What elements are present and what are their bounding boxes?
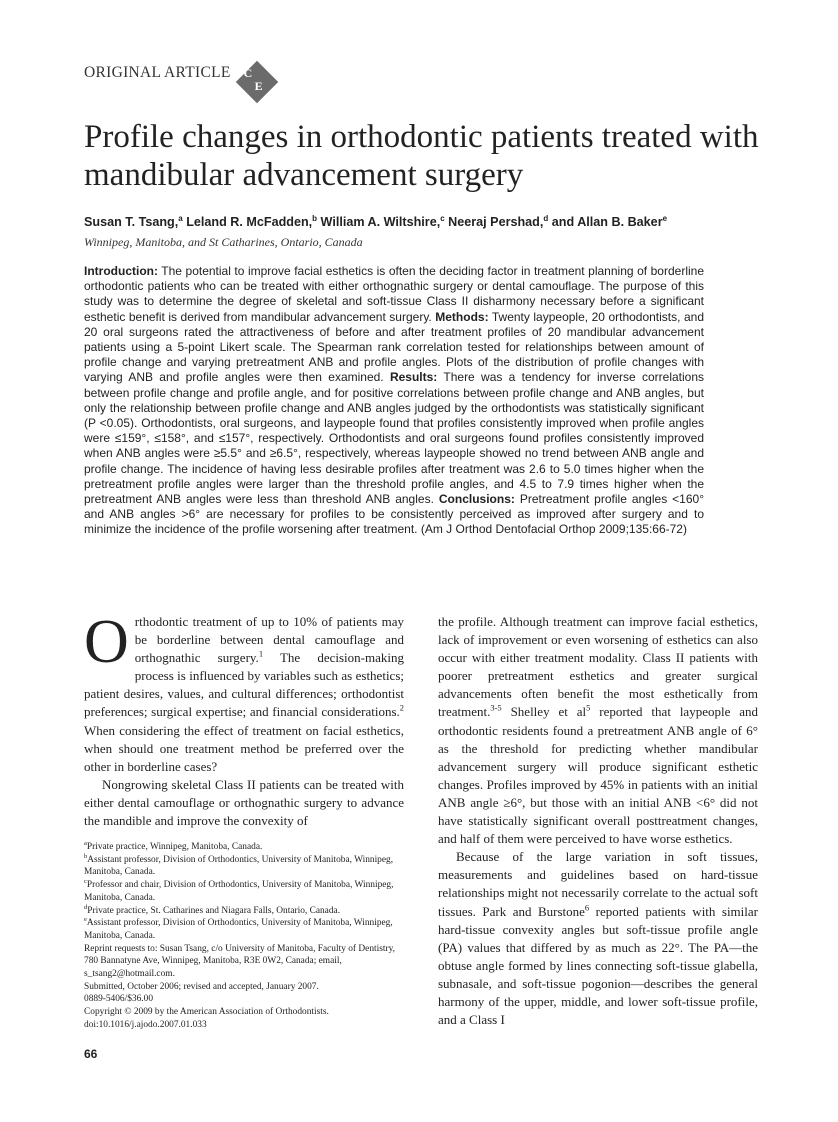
author-name: Susan T. Tsang, (84, 215, 179, 229)
footnote (84, 879, 404, 904)
footnote (84, 905, 404, 918)
footnote-text: Private practice, St. Catharines and Niagara Falls, Ontario, Canada. (87, 905, 341, 916)
abstract-methods: Twenty laypeople, 20 orthodontists, and 20 oral surgeons rated the attractiveness of before and after treatment profiles of 20 mandibular advancement patients using a 5-point Likert scale. The Spearman rank correlation tested for relationships between amount of profile change and varying pretreatment ANB and profile angles. Plots of the distribution of profile changes with varying ANB and profile angles were then examined. (84, 309, 704, 385)
page-number: 66 (84, 1047, 98, 1061)
article-header (84, 60, 279, 104)
body-text: reported that laypeople and orthodontic residents found a pretreatment ANB angle of 6° as the threshold for predicting whether mandibular advancement surgery will produce significant esthetic changes. Profiles improved by 45% in patients with an initial ANB angle ≥6°, but those with an initial ANB <6° did not have statistically significant overall posttreatment changes, and half of them were perceived to have worse esthetics. (438, 704, 759, 847)
abstract-conclusions: Pretreatment profile angles <160° and ANB angles >6° are necessary for profiles to be consistently perceived as improved after surgery and to minimize the incidence of the profile worsening after treatment. (Am J Orthod Dentofacial Orthop 2009;135:66-72) (84, 492, 704, 537)
author-name: William A. Wiltshire, (320, 215, 441, 229)
body-text: The decision-making process is influenced by variables such as esthetics; patient desires, values, and cultural differences; orthodontist preferences; surgical expertise; and financial considerations. (84, 650, 404, 720)
article-title: Profile changes in orthodontic patients treated with mandibular advancement surgery (84, 119, 759, 193)
body-text: Because of the large variation in soft tissues, measurements and guidelines based on hard-tissue relationships might not necessarily correlate to the actual soft tissues. Park and Burstone (438, 849, 758, 919)
abstract-introduction: The potential to improve facial esthetics is often the deciding factor in treatment planning of borderline orthodontic patients who can be treated with either orthognathic surgery or dental camouflage. The purpose of this study was to determine the degree of skeletal and soft-tissue Class II disharmony necessary before a significant esthetic benefit is derived from mandibular advancement surgery. (84, 264, 704, 324)
body-paragraph (84, 608, 404, 776)
doi-link[interactable]: doi:10.1016/j.ajodo.2007.01.033 (84, 1019, 207, 1030)
abstract (84, 264, 704, 538)
abstract-results: There was a tendency for inverse correlations between profile change and profile angle, and for positive correlations between profile change and ANB angles, but only the relationship between profile change and ANB angles judged by the orthodontists was statistically significant (P <0.05). Orthodontists, oral surgeons, and laypeople found that profiles consistently improved when profile angles were ≤159°, ≤158°, and ≤157°, respectively. Orthodontists and oral surgeons found profiles consistently improved when ANB angles were ≥5.5° and ≥6.5°, respectively, whereas laypeople showed no trend between ANB angle and profile change. The incidence of having less desirable profiles after treatment was 2.6 to 5.0 times higher when the pretreatment profile angles were larger than the threshold profile angles, and 4.5 to 7.9 times higher when the pretreatment ANB angles were less than threshold ANB angles. (84, 370, 705, 507)
footnote-mark: c (84, 877, 87, 885)
abstract-introduction-label: Introduction: (84, 264, 158, 278)
footnote-mark: b (84, 852, 88, 860)
body-paragraph: Nongrowing skeletal Class II patients can be treated with either dental camouflage or orthognathic surgery to advance the mandible and improve the convexity of (84, 776, 404, 829)
ce-badge-c: C (243, 66, 253, 80)
section-label: ORIGINAL ARTICLE (84, 64, 231, 81)
footnote (84, 854, 404, 879)
footnote-text: Professor and chair, Division of Orthodontics, University of Manitoba, Winnipeg, Manitoba, Canada. (84, 880, 394, 903)
citation-ref[interactable]: 3-5 (490, 703, 502, 714)
body-column-right (438, 613, 758, 1029)
citation-ref[interactable]: 5 (586, 703, 591, 714)
footnote-mark: d (84, 903, 88, 911)
author-name: Leland R. McFadden, (186, 215, 313, 229)
author-name: and Allan B. Baker (551, 215, 663, 229)
footnote-mark: a (84, 839, 87, 847)
footnote-text: Private practice, Winnipeg, Manitoba, Canada. (86, 842, 263, 852)
author-mark: c (440, 213, 445, 223)
affiliation-location: Winnipeg, Manitoba, and St Catharines, Ontario, Canada (84, 235, 363, 249)
author-mark: a (178, 213, 183, 223)
body-text: Shelley et al (501, 704, 587, 720)
body-text: reported patients with similar hard-tissue convexity angles but soft-tissue profile angle (PA) values that differed by as much as 22°. The PA—the obtuse angle formed by lines connecting soft-tissue glabella, subnasale, and soft-tissue pogonion—describes the general harmony of the upper, middle, and lower soft-tissue profile, and a Class I (438, 903, 758, 1028)
footnote (84, 841, 404, 854)
copyright: Copyright © 2009 by the American Association of Orthodontists. (84, 1007, 329, 1018)
ce-badge-e: E (254, 79, 263, 93)
footnote-mark: e (84, 916, 87, 924)
author-list (84, 215, 774, 229)
ce-badge-icon (235, 60, 279, 104)
abstract-results-label: Results: (389, 370, 438, 385)
body-paragraph (438, 613, 758, 848)
author-mark: e (662, 213, 668, 223)
citation-ref[interactable]: 6 (584, 902, 590, 913)
submission-dates: Submitted, October 2006; revised and accepted, January 2007. (84, 981, 319, 992)
issn: 0889-5406/$36.00 (84, 994, 154, 1005)
body-paragraph (438, 848, 758, 1029)
footnotes (84, 841, 404, 1032)
body-column-left (84, 608, 404, 830)
abstract-methods-label: Methods: (435, 309, 489, 324)
footnote-text: Assistant professor, Division of Orthodontics, University of Manitoba, Winnipeg, Manitoba, Canada. (84, 854, 394, 878)
author-mark: b (312, 213, 318, 223)
citation-ref[interactable]: 2 (399, 703, 404, 714)
drop-cap: O (84, 608, 129, 676)
reprint-request: Reprint requests to: Susan Tsang, c/o University of Manitoba, Faculty of Dentistry, 780 Bannatyne Ave, Winnipeg, Manitoba, R3E 0W2, Canada; email, s_tsang2@hotmail.com. (84, 943, 396, 980)
citation-ref[interactable]: 1 (258, 648, 264, 659)
abstract-conclusions-label: Conclusions: (438, 492, 515, 507)
footnote (84, 917, 404, 942)
body-text: rthodontic treatment of up to 10% of patients may be borderline between dental camouflage and orthognathic surgery. (134, 614, 404, 666)
footnote-text: Assistant professor, Division of Orthodontics, University of Manitoba, Winnipeg, Manitoba, Canada. (84, 918, 393, 941)
body-text: When considering the effect of treatment on facial esthetics, when should one treatment method be preferred over the other in borderline cases? (84, 722, 404, 774)
author-name: Neeraj Pershad, (448, 215, 544, 229)
author-mark: d (543, 213, 549, 223)
body-text: the profile. Although treatment can improve facial esthetics, lack of improvement or even worsening of esthetics can also occur with either treatment modality. Class II patients with poorer pretreatment esthetics and greater surgical advancements often benefit the most esthetically from treatment. (438, 614, 758, 720)
